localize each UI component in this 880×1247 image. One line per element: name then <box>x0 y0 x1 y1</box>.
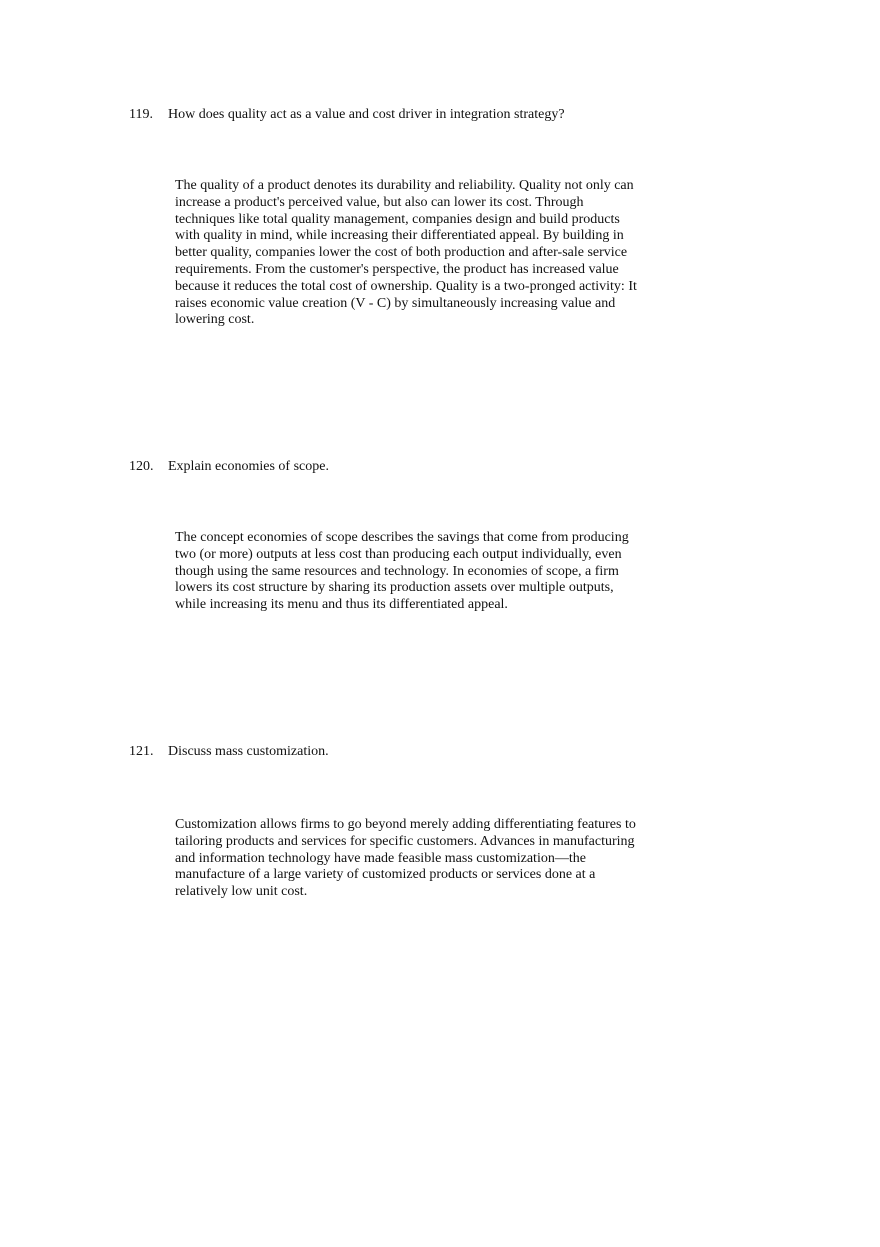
answer-119 <box>175 178 657 329</box>
answer-line: increase a product's perceived value, but also can lower its cost. Through <box>175 194 584 210</box>
answer-line: lowers its cost structure by sharing its production assets over multiple outputs, <box>175 580 614 596</box>
answer-line: while increasing its menu and thus its differentiated appeal. <box>175 597 508 613</box>
answer-line: better quality, companies lower the cost of both production and after-sale service <box>175 245 628 261</box>
question-number: 121. <box>129 744 154 759</box>
question-119 <box>129 106 565 123</box>
answer-line: lowering cost. <box>175 312 255 328</box>
answer-line: The concept economies of scope describes the savings that come from producing <box>175 530 629 545</box>
question-prompt: Discuss mass customization. <box>168 744 329 759</box>
question-number: 119. <box>129 107 153 122</box>
answer-line: and information technology have made feasible mass customization—the <box>175 850 586 866</box>
question-121 <box>129 743 329 760</box>
answer-line: with quality in mind, while increasing their differentiated appeal. By building in <box>175 228 624 244</box>
answer-line: The quality of a product denotes its durability and reliability. Quality not only can <box>175 178 634 193</box>
answer-line: relatively low unit cost. <box>175 884 308 900</box>
answer-line: two (or more) outputs at less cost than producing each output individually, even <box>175 546 622 562</box>
answer-121 <box>175 817 657 901</box>
question-120 <box>129 458 329 475</box>
question-prompt: How does quality act as a value and cost driver in integration strategy? <box>168 107 565 122</box>
answer-line: requirements. From the customer's perspective, the product has increased value <box>175 261 619 277</box>
answer-line: techniques like total quality management, companies design and build products <box>175 211 620 227</box>
answer-line: because it reduces the total cost of ownership. Quality is a two-pronged activity: It <box>175 278 637 294</box>
answer-line: tailoring products and services for specific customers. Advances in manufacturing <box>175 833 635 849</box>
answer-line: manufacture of a large variety of customized products or services done at a <box>175 867 596 883</box>
question-number: 120. <box>129 459 154 474</box>
answer-line: raises economic value creation (V - C) by simultaneously increasing value and <box>175 295 616 311</box>
answer-line: though using the same resources and technology. In economies of scope, a firm <box>175 563 619 579</box>
question-prompt: Explain economies of scope. <box>168 459 329 474</box>
answer-line: Customization allows firms to go beyond merely adding differentiating features to <box>175 817 636 832</box>
answer-120 <box>175 530 657 614</box>
